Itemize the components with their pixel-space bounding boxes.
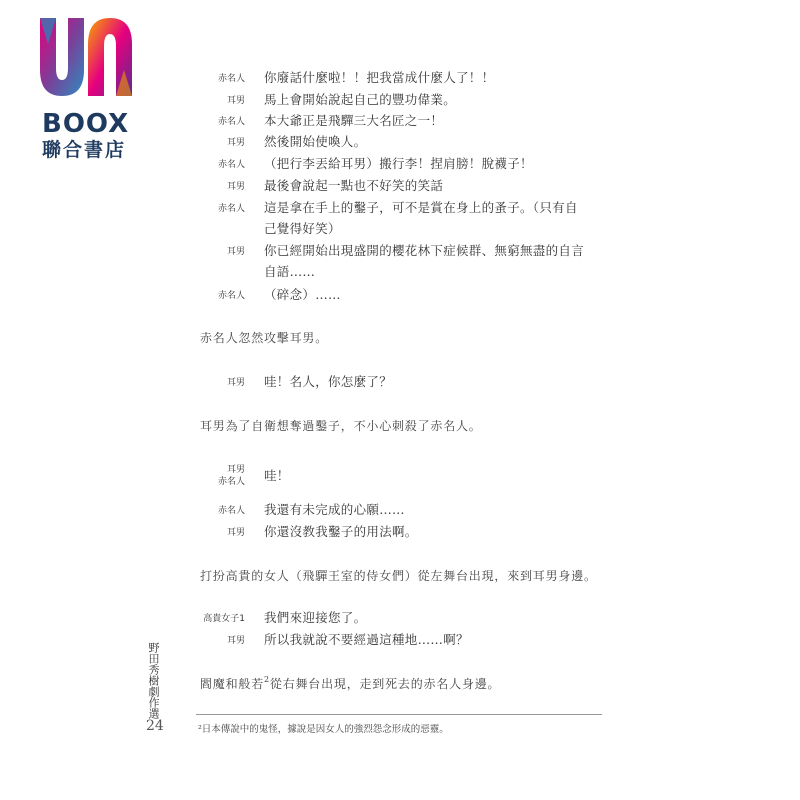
speaker-label: 赤名人 <box>217 477 245 487</box>
speaker-label: 赤名人 <box>217 160 245 170</box>
book-title: 野田秀樹劇作選 <box>147 642 160 719</box>
speech-text: 你已經開始出現盛開的櫻花林下症候群、無窮無盡的自言 <box>264 243 585 258</box>
speech-text: 我們來迎接您了。 <box>264 610 367 625</box>
page-number: 24 <box>146 718 164 734</box>
speech-text: 最後會說起一點也不好笑的笑話 <box>264 178 444 193</box>
speaker-label: 赤名人 <box>217 117 245 127</box>
speech-text-continued: 自語…… <box>264 264 316 279</box>
speech-text: 哇！名人，你怎麼了？ <box>264 374 393 389</box>
footnote-marker: 2 <box>264 675 270 684</box>
footnote-divider <box>196 714 602 715</box>
speaker-label: 耳男 <box>226 96 245 106</box>
speaker-label: 耳男 <box>226 636 245 646</box>
speaker-label: 耳男 <box>226 247 245 257</box>
bookstore-logo <box>36 14 146 164</box>
stage-direction: 耳男為了自衛想奪過鑿子，不小心刺殺了赤名人。 <box>200 419 482 433</box>
stage-direction <box>200 675 500 692</box>
speech-text: 我還有未完成的心願…… <box>264 502 405 517</box>
logo-store-name: 聯合書店 <box>42 139 127 161</box>
speaker-label: 赤名人 <box>217 204 245 214</box>
stage-text: 閻魔和般若 <box>200 677 265 691</box>
logo-brand: BOOX <box>42 109 130 139</box>
un-logo-icon <box>36 14 136 98</box>
speaker-label: 赤名人 <box>217 291 245 301</box>
speech-text: （碎念）…… <box>264 287 341 302</box>
speaker-label: 耳男 <box>226 378 245 388</box>
speech-text: 馬上會開始說起自己的豐功偉業。 <box>264 92 457 107</box>
speaker-label: 高貴女子1 <box>203 614 245 624</box>
speech-text: 本大爺正是飛驒三大名匠之一！ <box>264 113 444 128</box>
speaker-label: 耳男 <box>226 138 245 148</box>
speaker-label: 耳男 <box>226 465 245 475</box>
speaker-label: 耳男 <box>226 182 245 192</box>
speaker-label: 赤名人 <box>217 74 245 84</box>
stage-text: 從右舞台出現，走到死去的赤名人身邊。 <box>269 677 501 691</box>
speech-text: （把行李丟給耳男）搬行李！捏肩膀！脫襪子！ <box>264 156 533 171</box>
speech-text: 哇！ <box>264 468 290 483</box>
speech-text: 所以我就說不要經過這種地……啊？ <box>264 632 469 647</box>
speaker-label: 赤名人 <box>217 506 245 516</box>
footnote: ²日本傳說中的鬼怪，據說是因女人的強烈怨念形成的惡靈。 <box>198 724 449 735</box>
speech-text: 你還沒教我鑿子的用法啊。 <box>264 524 418 539</box>
stage-direction: 赤名人忽然攻擊耳男。 <box>200 331 329 345</box>
speech-text: 然後開始使喚人。 <box>264 134 367 149</box>
speaker-label: 耳男 <box>226 528 245 538</box>
stage-direction: 打扮高貴的女人（飛驒王室的侍女們）從左舞台出現，來到耳男身邊。 <box>200 569 597 583</box>
speech-text: 你廢話什麼啦！！把我當成什麼人了！！ <box>264 70 495 85</box>
speech-text-continued: 己覺得好笑） <box>264 221 341 236</box>
speech-text: 這是拿在手上的鑿子，可不是賞在身上的蚤子。（只有自 <box>264 200 578 215</box>
